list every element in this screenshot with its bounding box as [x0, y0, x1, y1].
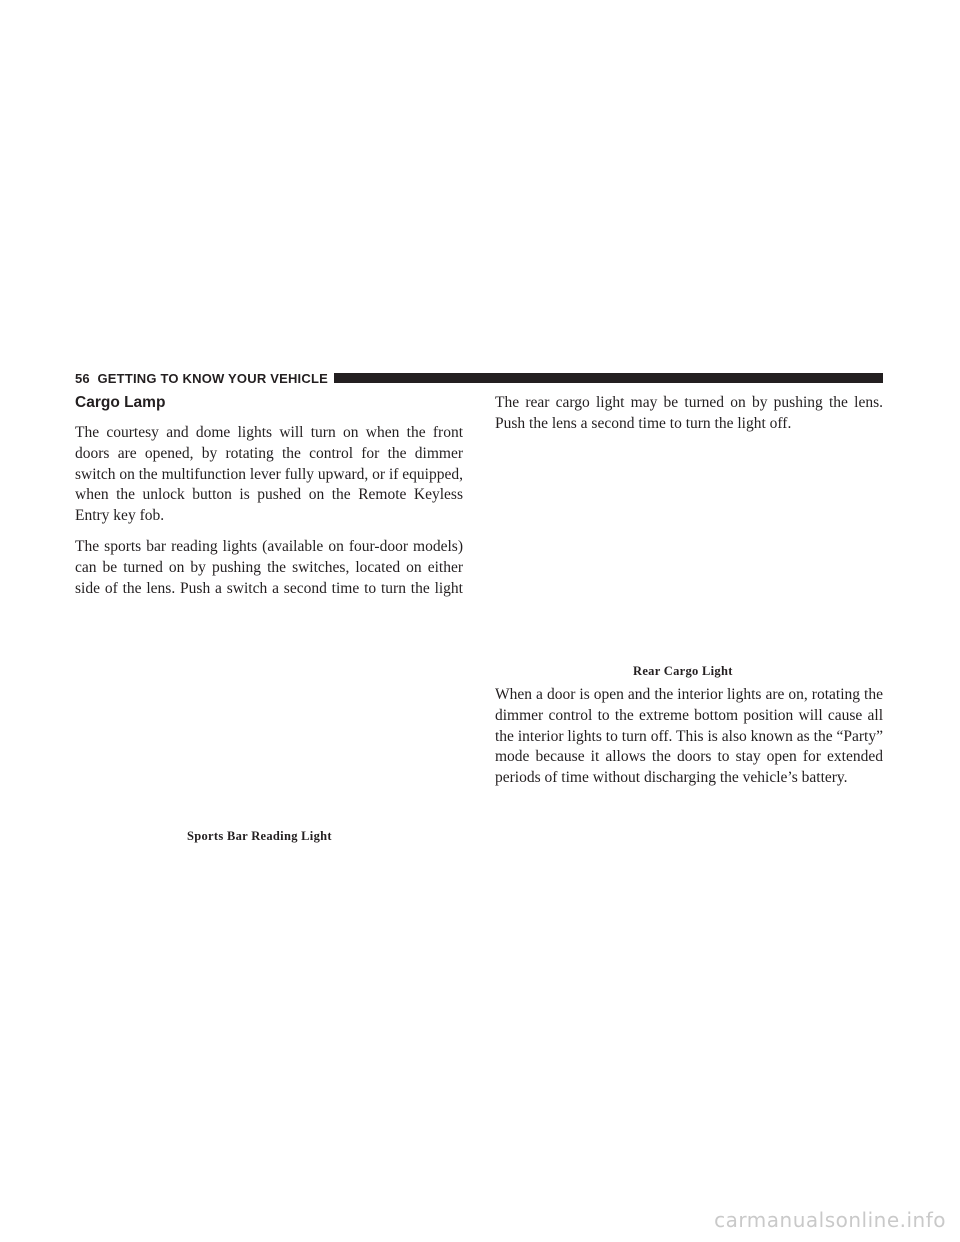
- page-header: [75, 369, 883, 387]
- header-rule: [334, 373, 883, 383]
- paragraph-party-mode: When a door is open and the interior lights are on, rotating the dimmer control to the extreme bottom position will cause all the interior lights to turn off. This is also known as the “Party” mode because it allows the doors to stay open for extended periods of time without discharging the vehicle’s battery.: [495, 686, 883, 787]
- watermark: carmanualsonline.info: [714, 1208, 946, 1232]
- rear-cargo-light-figure: [495, 440, 883, 655]
- cargo-lamp-heading: Cargo Lamp: [75, 394, 166, 411]
- rear-cargo-light-caption: Rear Cargo Light: [633, 664, 733, 678]
- page-number: 56: [75, 370, 90, 386]
- section-title: GETTING TO KNOW YOUR VEHICLE: [97, 370, 328, 386]
- paragraph-courtesy-lights: The courtesy and dome lights will turn on when the front doors are opened, by rotating the control for the dimmer switch on the multifunction lever fully upward, or if equipped, when the unlock button is pushed on the Remote Keyless Entry key fob.: [75, 424, 463, 525]
- paragraph-rear-cargo-light: The rear cargo light may be turned on by pushing the lens. Push the lens a second time to turn the light off.: [495, 394, 883, 432]
- left-column: [75, 393, 463, 630]
- sports-bar-reading-light-figure: [75, 600, 463, 820]
- right-column: [495, 393, 883, 445]
- paragraph-sports-bar: The sports bar reading lights (available on four-door models) can be turned on by pushing the switches, located on either side of the lens. Push a switch a second time to turn the light: [75, 537, 463, 597]
- sports-bar-reading-light-caption: Sports Bar Reading Light: [187, 829, 332, 843]
- right-column-lower: [495, 685, 883, 799]
- page-number-and-section: [75, 371, 328, 386]
